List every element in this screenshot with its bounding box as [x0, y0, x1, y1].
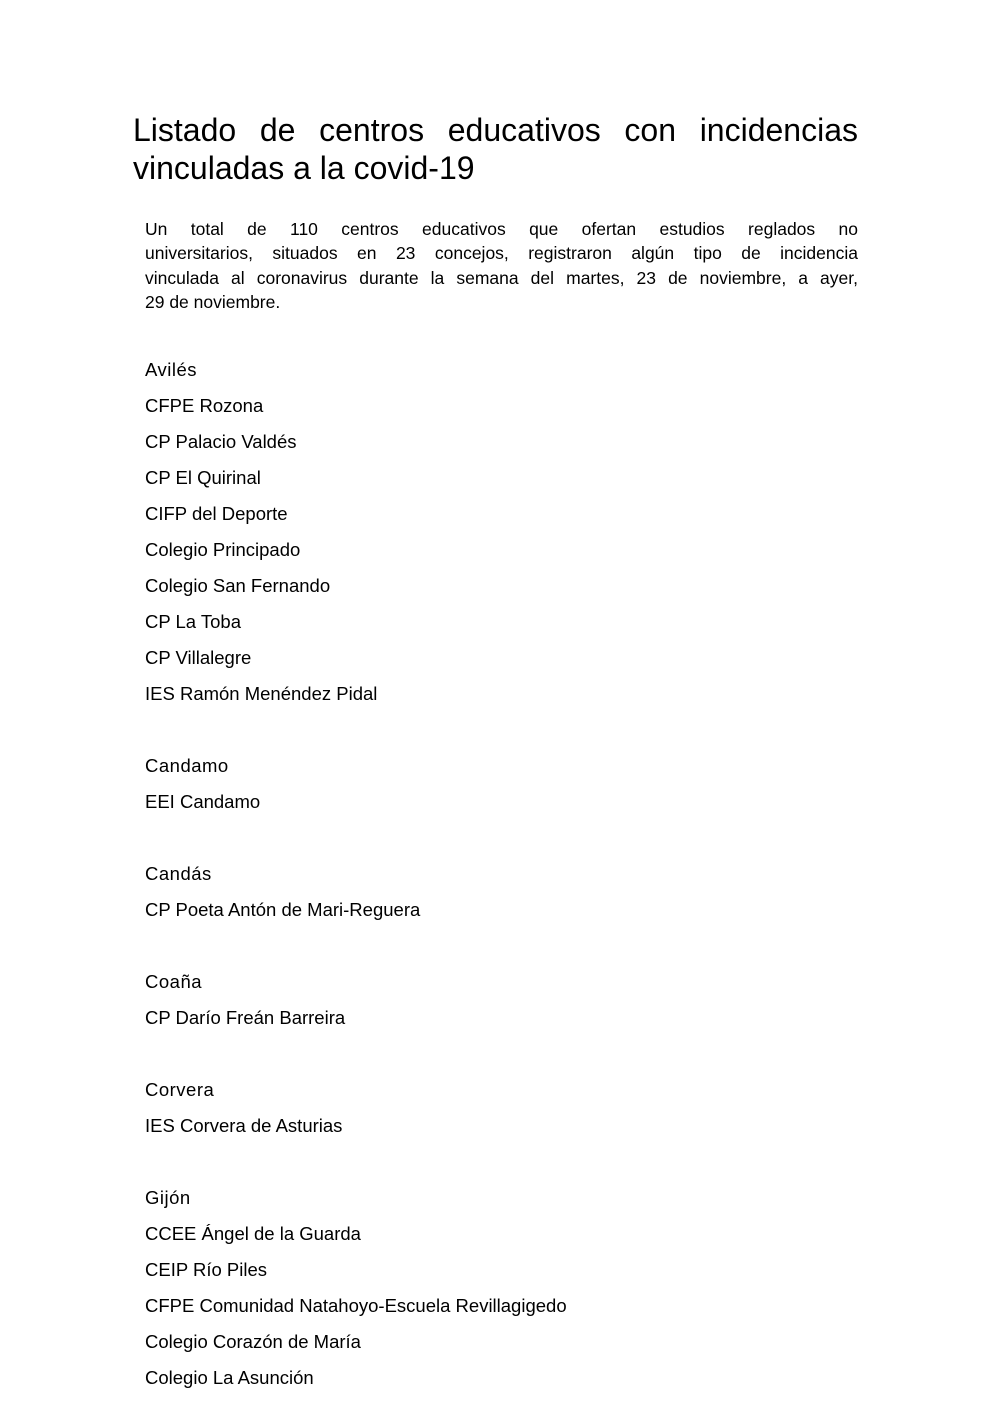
center-item: CP Darío Freán Barreira	[145, 1007, 346, 1029]
center-item: IES Ramón Menéndez Pidal	[145, 683, 378, 705]
center-item: CFPE Comunidad Natahoyo-Escuela Revillagigedo	[145, 1295, 567, 1317]
intro-paragraph	[145, 217, 858, 314]
center-item: CFPE Rozona	[145, 395, 264, 417]
municipality-section	[145, 748, 858, 820]
center-item: Colegio San Fernando	[145, 575, 331, 597]
sections-list	[145, 352, 858, 1396]
center-item: CP La Toba	[145, 611, 242, 633]
center-item: CP Poeta Antón de Mari-Reguera	[145, 899, 421, 921]
page-title-line: vinculadas a la covid-19	[133, 150, 475, 186]
page-title	[133, 111, 858, 187]
center-item: CP Villalegre	[145, 647, 252, 669]
intro-paragraph-line: vinculada al coronavirus durante la semana del martes, 23 de noviembre, a ayer,	[145, 267, 858, 288]
municipality-section	[145, 856, 858, 928]
center-item: CIFP del Deporte	[145, 503, 288, 525]
intro-paragraph-line: Un total de 110 centros educativos que ofertan estudios reglados no	[145, 219, 858, 239]
municipality-section	[145, 964, 858, 1036]
municipality-section	[145, 1072, 858, 1144]
municipality-section	[145, 352, 858, 712]
municipality-name: Candamo	[145, 755, 229, 777]
center-item: Colegio Principado	[145, 539, 301, 561]
intro-paragraph-line: 29 de noviembre.	[145, 291, 281, 312]
intro-paragraph-line: universitarios, situados en 23 concejos, registraron algún tipo de incidencia	[145, 243, 858, 264]
center-item: CEIP Río Piles	[145, 1259, 268, 1281]
municipality-name: Gijón	[145, 1187, 191, 1209]
center-item: IES Corvera de Asturias	[145, 1115, 343, 1137]
center-item: Colegio La Asunción	[145, 1367, 314, 1389]
center-item: CP Palacio Valdés	[145, 431, 297, 453]
page-title-line: Listado de centros educativos con incidencias	[133, 112, 858, 148]
center-item: CP El Quirinal	[145, 467, 261, 489]
center-item: EEI Candamo	[145, 791, 261, 813]
municipality-section	[145, 1180, 858, 1396]
municipality-name: Candás	[145, 863, 212, 885]
municipality-name: Corvera	[145, 1079, 215, 1101]
center-item: CCEE Ángel de la Guarda	[145, 1223, 361, 1245]
municipality-name: Coaña	[145, 971, 203, 993]
municipality-name: Avilés	[145, 359, 198, 381]
center-item: Colegio Corazón de María	[145, 1331, 361, 1353]
